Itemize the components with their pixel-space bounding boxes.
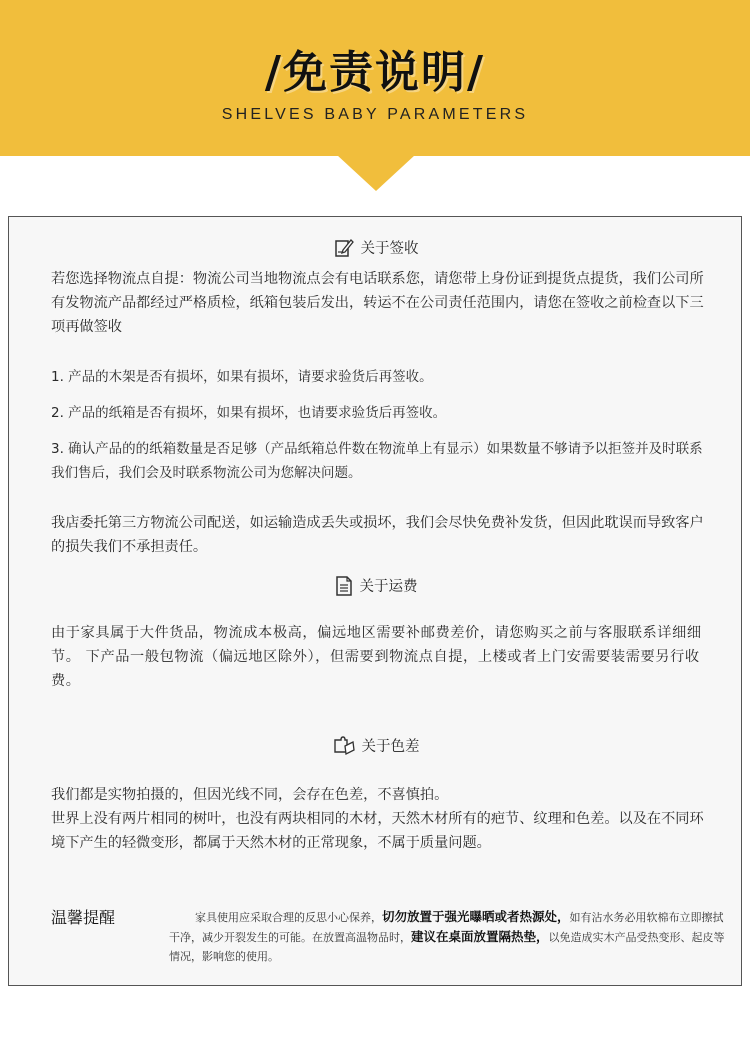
document-list-icon — [335, 576, 353, 596]
color-line-1: 我们都是实物拍摄的，但因光线不同，会存在色差，不喜慎拍。 — [51, 787, 449, 803]
tips-text-2: 如有沾水务必用软棉布立即擦拭干净，减少开裂发生的可能。在放置高温物品时， — [169, 911, 724, 944]
disclaimer-panel — [8, 216, 742, 986]
signing-note: 我店委托第三方物流公司配送，如运输造成丢失或损坏，我们会尽快免费补发货，但因此耽误而导致客户的损失我们不承担责任。 — [51, 515, 704, 555]
page-subtitle: SHELVES BABY PARAMETERS — [221, 106, 529, 123]
signature-pen-icon — [334, 238, 354, 258]
section-heading-signing — [9, 237, 743, 258]
tips-bold-1: 切勿放置于强光曝晒或者热源处， — [382, 909, 570, 924]
signing-item-2: 2. 产品的纸箱是否有损坏，如果有损坏，也请要求验货后再签收。 — [51, 405, 447, 421]
tips-bold-2: 建议在桌面放置隔热垫， — [411, 929, 549, 944]
puzzle-pieces-icon — [333, 736, 355, 756]
signing-item-1: 1. 产品的木架是否有损坏，如果有损坏，请要求验货后再签收。 — [51, 369, 433, 385]
tips-text-1: 家具使用应采取合理的反思小心保养， — [195, 911, 382, 924]
section-title: 关于色差 — [361, 739, 420, 755]
color-line-2: 世界上没有两片相同的树叶，也没有两块相同的木材，天然木材所有的疤节、纹理和色差。以及在不同环境下产生的轻微变形，都属于天然木材的正常现象，不属于质量问题。 — [51, 811, 704, 851]
page-title: /免责说明/ — [264, 47, 486, 98]
banner-down-arrow — [337, 155, 415, 191]
signing-intro: 若您选择物流点自提：物流公司当地物流点会有电话联系您，请您带上身份证到提货点提货，我们公司所有发物流产品都经过严格质检，纸箱包装后发出，转运不在公司责任范围内，请您在签收之前检查以下三项再做签收 — [51, 271, 704, 335]
tips-title: 温馨提醒 — [51, 908, 116, 927]
tips-text-3: 以免造成实木产品受热变形、起皮等情况，影响您的使用。 — [169, 931, 725, 963]
shipping-text: 由于家具属于大件货品，物流成本极高，偏远地区需要补邮费差价，请您购买之前与客服联系详细细节。 下产品一般包物流（偏远地区除外），但需要到物流点自提，上楼或者上门安需要装需要另行收费。 — [51, 625, 702, 689]
section-title: 关于签收 — [360, 241, 419, 257]
header-banner — [0, 0, 750, 156]
signing-item-3: 3. 确认产品的的纸箱数量是否足够（产品纸箱总件数在物流单上有显示）如果数量不够请予以拒签并及时联系我们售后，我们会及时联系物流公司为您解决问题。 — [51, 441, 703, 481]
section-heading-color — [9, 735, 743, 756]
tips-text — [169, 907, 729, 966]
section-heading-shipping — [9, 575, 743, 596]
section-title: 关于运费 — [359, 579, 418, 595]
